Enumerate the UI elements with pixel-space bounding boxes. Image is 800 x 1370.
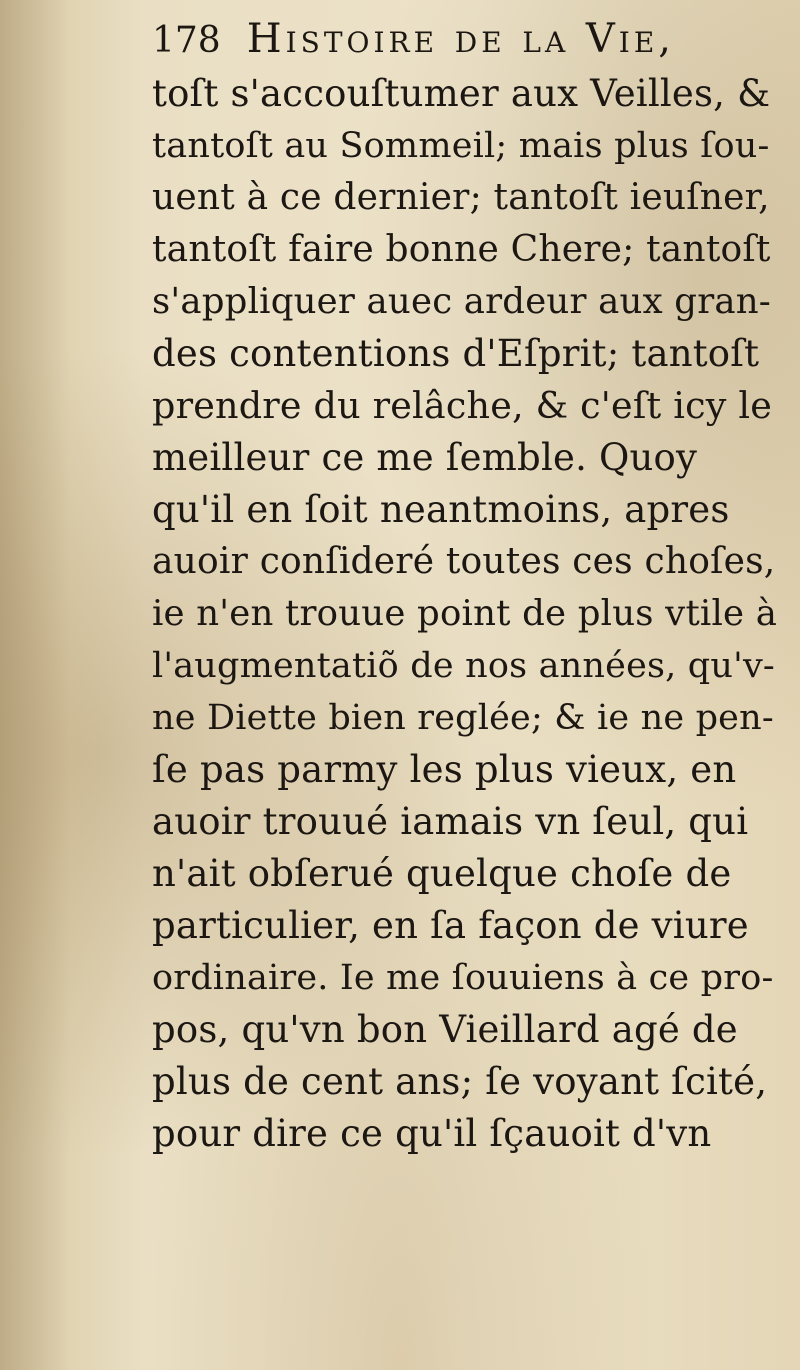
text-line: meilleur ce me ſemble. Quoy (152, 436, 698, 479)
text-line: prendre du relâche, & c'eſt icy le (152, 384, 773, 427)
text-line: ie n'en trouue point de plus vtile à (152, 593, 778, 634)
text-line: s'appliquer auec ardeur aux gran- (152, 281, 771, 322)
text-line: uent à ce dernier; tantoſt ieuſner, (152, 177, 770, 218)
text-line: auoir trouué iamais vn ſeul, qui (152, 800, 749, 843)
text-line: tantoſt faire bonne Chere; tantoſt (152, 229, 771, 270)
text-line: plus de cent ans; ſe voyant ſcité, (152, 1060, 768, 1103)
text-line: ne Diette bien reglée; & ie ne pen- (152, 698, 774, 738)
page-number: 178 (152, 20, 221, 61)
page-header (152, 16, 777, 68)
text-line: des contentions d'Eſprit; tantoſt (152, 332, 760, 375)
text-line: auoir conſideré toutes ces choſes, (152, 541, 776, 582)
text-line: particulier, en ſa façon de viure (152, 904, 749, 947)
text-block (152, 16, 777, 1160)
text-line: l'augmentatiõ de nos années, qu'v- (152, 646, 775, 686)
text-line: pos, qu'vn bon Vieillard agé de (152, 1008, 738, 1051)
text-line: pour dire ce qu'il ſçauoit d'vn (152, 1112, 712, 1155)
running-title: Histoire de la Vie, (246, 16, 676, 62)
text-line: n'ait obſerué quelque choſe de (152, 852, 732, 895)
text-line: ſe pas parmy les plus vieux, en (152, 748, 737, 791)
text-line: toſt s'accouſtumer aux Veilles, & (152, 72, 771, 115)
text-line: ordinaire. Ie me ſouuiens à ce pro- (152, 958, 774, 998)
text-line: qu'il en ſoit neantmoins, apres (152, 488, 730, 531)
page-shadow (0, 0, 70, 1370)
text-line: tantoſt au Sommeil; mais plus ſou- (152, 126, 770, 166)
